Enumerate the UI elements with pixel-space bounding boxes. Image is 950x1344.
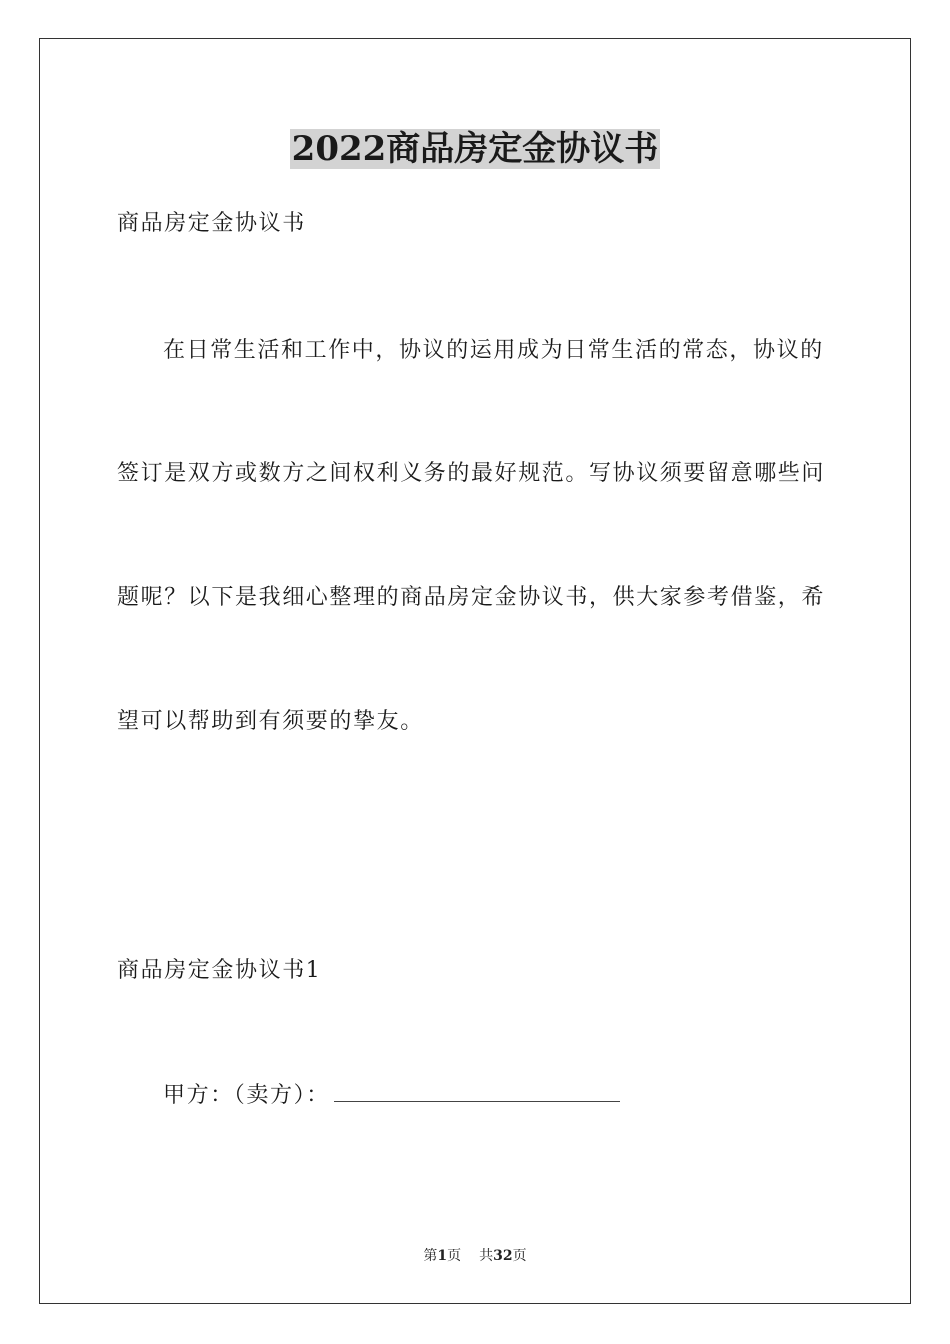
intro-line-4: 望可以帮助到有须要的挚友。 [117, 709, 424, 734]
footer-total-suffix: 页 [512, 1248, 527, 1264]
party-a-line [163, 1081, 883, 1111]
section-heading: 商品房定金协议书1 [117, 958, 322, 983]
document-title-text: 2022商品房定金协议书 [291, 129, 659, 169]
party-a-blank[interactable] [334, 1100, 620, 1102]
intro-line-2: 签订是双方或数方之间权利义务的最好规范。写协议须要留意哪些问 [117, 461, 826, 486]
footer-page-suffix: 页 [447, 1248, 462, 1264]
footer-page-number: 1 [437, 1248, 448, 1264]
document-subtitle: 商品房定金协议书 [117, 211, 306, 236]
document-title [0, 126, 950, 172]
footer-page-prefix: 第 [423, 1248, 438, 1264]
intro-line-1: 在日常生活和工作中，协议的运用成为日常生活的常态，协议的 [163, 338, 824, 363]
party-a-label: 甲方：（卖方）： [163, 1083, 330, 1108]
page-footer [0, 1246, 950, 1266]
footer-total-pages: 32 [493, 1248, 513, 1264]
intro-line-3: 题呢？以下是我细心整理的商品房定金协议书，供大家参考借鉴，希 [117, 585, 826, 610]
footer-total-prefix: 共 [479, 1248, 494, 1264]
